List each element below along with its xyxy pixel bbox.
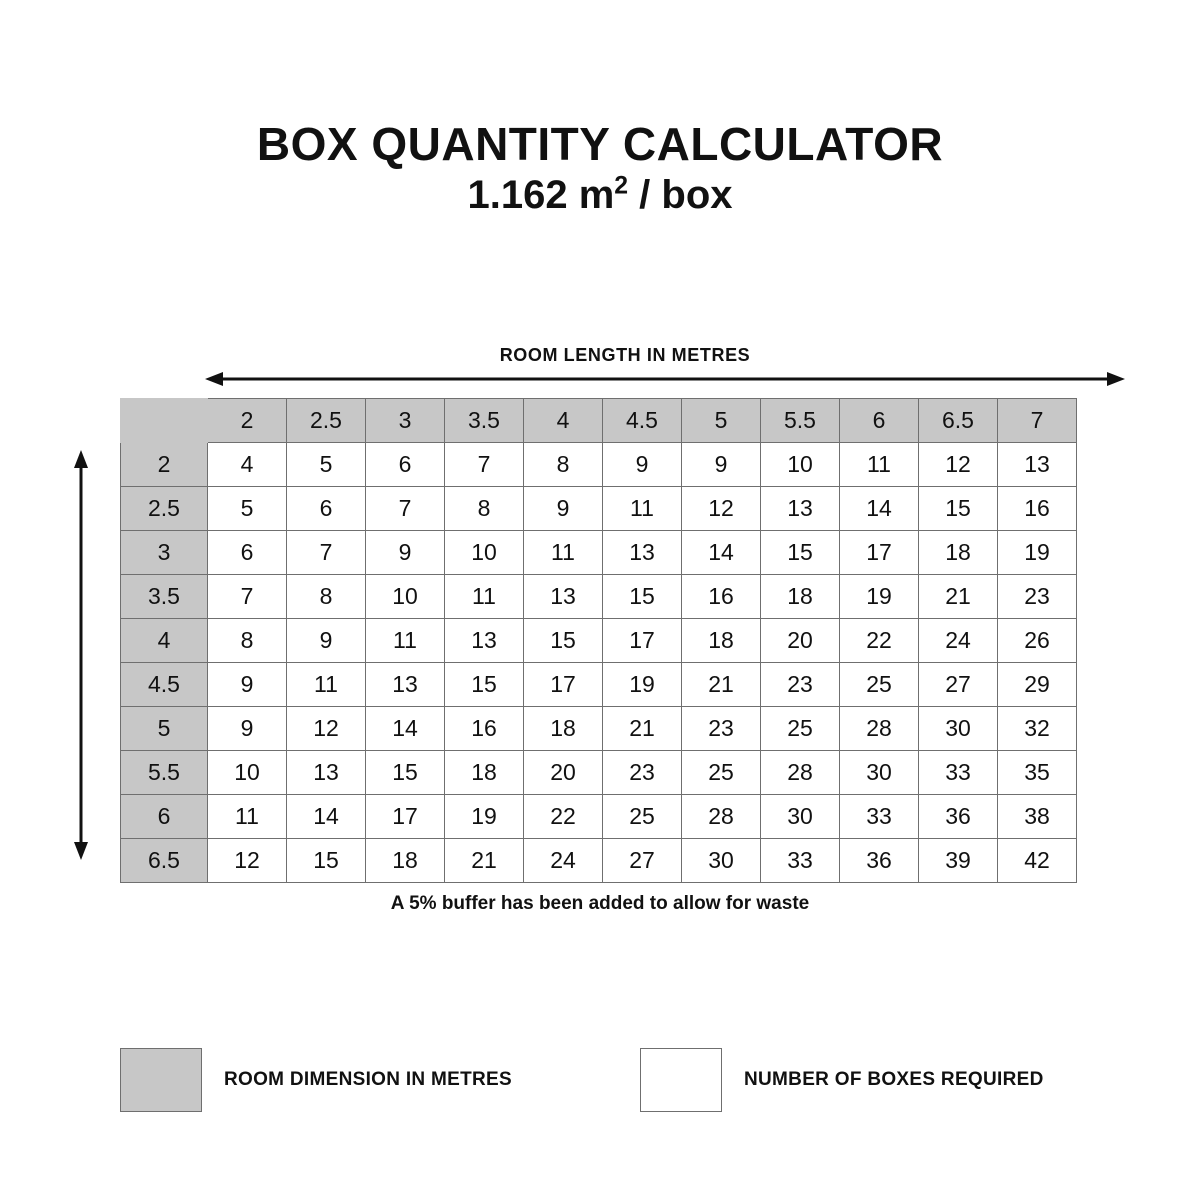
box-count-cell: 10 bbox=[208, 751, 287, 795]
box-count-cell: 13 bbox=[998, 443, 1077, 487]
legend-label-boxes-required: NUMBER OF BOXES REQUIRED bbox=[744, 1069, 1044, 1090]
box-count-cell: 18 bbox=[366, 839, 445, 883]
column-header-cell: 4 bbox=[524, 399, 603, 443]
box-count-cell: 19 bbox=[998, 531, 1077, 575]
box-count-cell: 28 bbox=[761, 751, 840, 795]
box-count-cell: 18 bbox=[919, 531, 998, 575]
box-count-cell: 25 bbox=[682, 751, 761, 795]
row-header-cell: 4 bbox=[121, 619, 208, 663]
legend-swatch-grey bbox=[120, 1048, 202, 1112]
column-header-cell: 2.5 bbox=[287, 399, 366, 443]
box-count-cell: 30 bbox=[682, 839, 761, 883]
box-count-cell: 11 bbox=[366, 619, 445, 663]
box-count-cell: 8 bbox=[208, 619, 287, 663]
box-count-cell: 17 bbox=[524, 663, 603, 707]
box-count-cell: 33 bbox=[840, 795, 919, 839]
table-row bbox=[121, 663, 1077, 707]
box-count-cell: 27 bbox=[603, 839, 682, 883]
box-count-cell: 7 bbox=[287, 531, 366, 575]
box-count-cell: 36 bbox=[919, 795, 998, 839]
column-header-cell: 5 bbox=[682, 399, 761, 443]
box-count-cell: 10 bbox=[445, 531, 524, 575]
box-count-cell: 4 bbox=[208, 443, 287, 487]
box-count-cell: 11 bbox=[287, 663, 366, 707]
box-count-cell: 15 bbox=[366, 751, 445, 795]
box-count-cell: 18 bbox=[761, 575, 840, 619]
box-count-cell: 21 bbox=[682, 663, 761, 707]
box-count-cell: 19 bbox=[445, 795, 524, 839]
box-count-cell: 20 bbox=[761, 619, 840, 663]
box-count-cell: 17 bbox=[603, 619, 682, 663]
box-count-cell: 23 bbox=[998, 575, 1077, 619]
box-count-cell: 12 bbox=[682, 487, 761, 531]
box-count-cell: 17 bbox=[366, 795, 445, 839]
table-row bbox=[121, 795, 1077, 839]
table-row bbox=[121, 707, 1077, 751]
box-count-cell: 35 bbox=[998, 751, 1077, 795]
box-count-cell: 18 bbox=[445, 751, 524, 795]
box-count-cell: 27 bbox=[919, 663, 998, 707]
box-count-cell: 19 bbox=[603, 663, 682, 707]
table-header-row bbox=[121, 399, 1077, 443]
column-header-cell: 3.5 bbox=[445, 399, 524, 443]
box-count-cell: 8 bbox=[445, 487, 524, 531]
box-count-cell: 13 bbox=[366, 663, 445, 707]
y-axis-arrow-icon bbox=[72, 450, 90, 860]
box-count-cell: 12 bbox=[919, 443, 998, 487]
row-header-cell: 3.5 bbox=[121, 575, 208, 619]
table-row bbox=[121, 443, 1077, 487]
box-count-cell: 21 bbox=[919, 575, 998, 619]
column-header-cell: 6 bbox=[840, 399, 919, 443]
box-count-cell: 6 bbox=[287, 487, 366, 531]
box-count-cell: 13 bbox=[287, 751, 366, 795]
box-count-cell: 7 bbox=[366, 487, 445, 531]
box-quantity-table-wrap bbox=[120, 398, 1077, 883]
x-axis-arrow-icon bbox=[205, 370, 1125, 388]
table-row bbox=[121, 839, 1077, 883]
buffer-note: A 5% buffer has been added to allow for waste bbox=[390, 893, 810, 914]
box-count-cell: 10 bbox=[366, 575, 445, 619]
row-header-cell: 3 bbox=[121, 531, 208, 575]
box-count-cell: 18 bbox=[682, 619, 761, 663]
row-header-cell: 2 bbox=[121, 443, 208, 487]
table-row bbox=[121, 751, 1077, 795]
box-count-cell: 16 bbox=[682, 575, 761, 619]
box-count-cell: 22 bbox=[840, 619, 919, 663]
column-header-cell: 7 bbox=[998, 399, 1077, 443]
box-count-cell: 23 bbox=[603, 751, 682, 795]
box-count-cell: 30 bbox=[840, 751, 919, 795]
table-corner-cell bbox=[121, 399, 208, 443]
box-count-cell: 33 bbox=[919, 751, 998, 795]
box-count-cell: 14 bbox=[366, 707, 445, 751]
box-count-cell: 33 bbox=[761, 839, 840, 883]
box-count-cell: 38 bbox=[998, 795, 1077, 839]
box-count-cell: 9 bbox=[366, 531, 445, 575]
box-count-cell: 28 bbox=[840, 707, 919, 751]
box-count-cell: 15 bbox=[287, 839, 366, 883]
table-row bbox=[121, 487, 1077, 531]
row-header-cell: 6 bbox=[121, 795, 208, 839]
box-count-cell: 14 bbox=[287, 795, 366, 839]
box-count-cell: 15 bbox=[919, 487, 998, 531]
legend bbox=[120, 1048, 1130, 1112]
coverage-unit: / box bbox=[628, 173, 733, 218]
row-header-cell: 5 bbox=[121, 707, 208, 751]
legend-item-boxes-required bbox=[640, 1048, 1044, 1112]
column-header-cell: 4.5 bbox=[603, 399, 682, 443]
legend-item-room-dimension bbox=[120, 1048, 640, 1112]
box-count-cell: 7 bbox=[208, 575, 287, 619]
box-count-cell: 15 bbox=[761, 531, 840, 575]
title-coverage-text bbox=[0, 168, 1200, 222]
y-axis-label-wrap bbox=[40, 52, 70, 452]
x-axis-label: ROOM LENGTH IN METRES bbox=[499, 345, 751, 365]
column-header-cell: 6.5 bbox=[919, 399, 998, 443]
column-header-cell: 2 bbox=[208, 399, 287, 443]
box-count-cell: 36 bbox=[840, 839, 919, 883]
box-count-cell: 26 bbox=[998, 619, 1077, 663]
box-count-cell: 19 bbox=[840, 575, 919, 619]
box-count-cell: 13 bbox=[761, 487, 840, 531]
box-count-cell: 18 bbox=[524, 707, 603, 751]
box-count-cell: 9 bbox=[603, 443, 682, 487]
box-count-cell: 21 bbox=[445, 839, 524, 883]
box-count-cell: 7 bbox=[445, 443, 524, 487]
box-count-cell: 24 bbox=[919, 619, 998, 663]
box-count-cell: 9 bbox=[287, 619, 366, 663]
box-count-cell: 28 bbox=[682, 795, 761, 839]
box-count-cell: 11 bbox=[208, 795, 287, 839]
box-count-cell: 25 bbox=[840, 663, 919, 707]
box-count-cell: 23 bbox=[682, 707, 761, 751]
coverage-superscript: 2 bbox=[614, 172, 629, 200]
box-count-cell: 9 bbox=[682, 443, 761, 487]
box-count-cell: 39 bbox=[919, 839, 998, 883]
legend-label-room-dimension: ROOM DIMENSION IN METRES bbox=[224, 1069, 512, 1090]
box-count-cell: 8 bbox=[287, 575, 366, 619]
box-count-cell: 5 bbox=[208, 487, 287, 531]
box-count-cell: 5 bbox=[287, 443, 366, 487]
box-count-cell: 20 bbox=[524, 751, 603, 795]
column-header-cell: 5.5 bbox=[761, 399, 840, 443]
box-count-cell: 13 bbox=[603, 531, 682, 575]
title-main-text: BOX QUANTITY CALCULATOR bbox=[256, 118, 944, 170]
box-count-cell: 13 bbox=[445, 619, 524, 663]
coverage-value: 1.162 m bbox=[467, 173, 615, 218]
box-count-cell: 42 bbox=[998, 839, 1077, 883]
box-count-cell: 11 bbox=[524, 531, 603, 575]
box-count-cell: 21 bbox=[603, 707, 682, 751]
box-count-cell: 9 bbox=[524, 487, 603, 531]
box-count-cell: 13 bbox=[524, 575, 603, 619]
page-title bbox=[0, 120, 1200, 222]
table-row bbox=[121, 531, 1077, 575]
box-count-cell: 12 bbox=[287, 707, 366, 751]
box-count-cell: 10 bbox=[761, 443, 840, 487]
box-count-cell: 6 bbox=[366, 443, 445, 487]
box-count-cell: 11 bbox=[840, 443, 919, 487]
box-count-cell: 9 bbox=[208, 663, 287, 707]
box-count-cell: 17 bbox=[840, 531, 919, 575]
table-row bbox=[121, 575, 1077, 619]
box-count-cell: 24 bbox=[524, 839, 603, 883]
box-count-cell: 25 bbox=[761, 707, 840, 751]
row-header-cell: 4.5 bbox=[121, 663, 208, 707]
box-count-cell: 25 bbox=[603, 795, 682, 839]
box-count-cell: 12 bbox=[208, 839, 287, 883]
box-count-cell: 30 bbox=[919, 707, 998, 751]
box-count-cell: 11 bbox=[445, 575, 524, 619]
box-count-cell: 15 bbox=[603, 575, 682, 619]
row-header-cell: 6.5 bbox=[121, 839, 208, 883]
box-count-cell: 8 bbox=[524, 443, 603, 487]
legend-swatch-white bbox=[640, 1048, 722, 1112]
box-count-cell: 32 bbox=[998, 707, 1077, 751]
box-count-cell: 22 bbox=[524, 795, 603, 839]
box-count-cell: 14 bbox=[682, 531, 761, 575]
box-count-cell: 16 bbox=[445, 707, 524, 751]
box-count-cell: 15 bbox=[524, 619, 603, 663]
table-row bbox=[121, 619, 1077, 663]
box-count-cell: 29 bbox=[998, 663, 1077, 707]
row-header-cell: 2.5 bbox=[121, 487, 208, 531]
row-header-cell: 5.5 bbox=[121, 751, 208, 795]
box-count-cell: 30 bbox=[761, 795, 840, 839]
box-quantity-table bbox=[120, 398, 1077, 883]
column-header-cell: 3 bbox=[366, 399, 445, 443]
box-count-cell: 9 bbox=[208, 707, 287, 751]
box-count-cell: 16 bbox=[998, 487, 1077, 531]
box-count-cell: 11 bbox=[603, 487, 682, 531]
box-count-cell: 23 bbox=[761, 663, 840, 707]
box-count-cell: 6 bbox=[208, 531, 287, 575]
box-count-cell: 14 bbox=[840, 487, 919, 531]
box-count-cell: 15 bbox=[445, 663, 524, 707]
